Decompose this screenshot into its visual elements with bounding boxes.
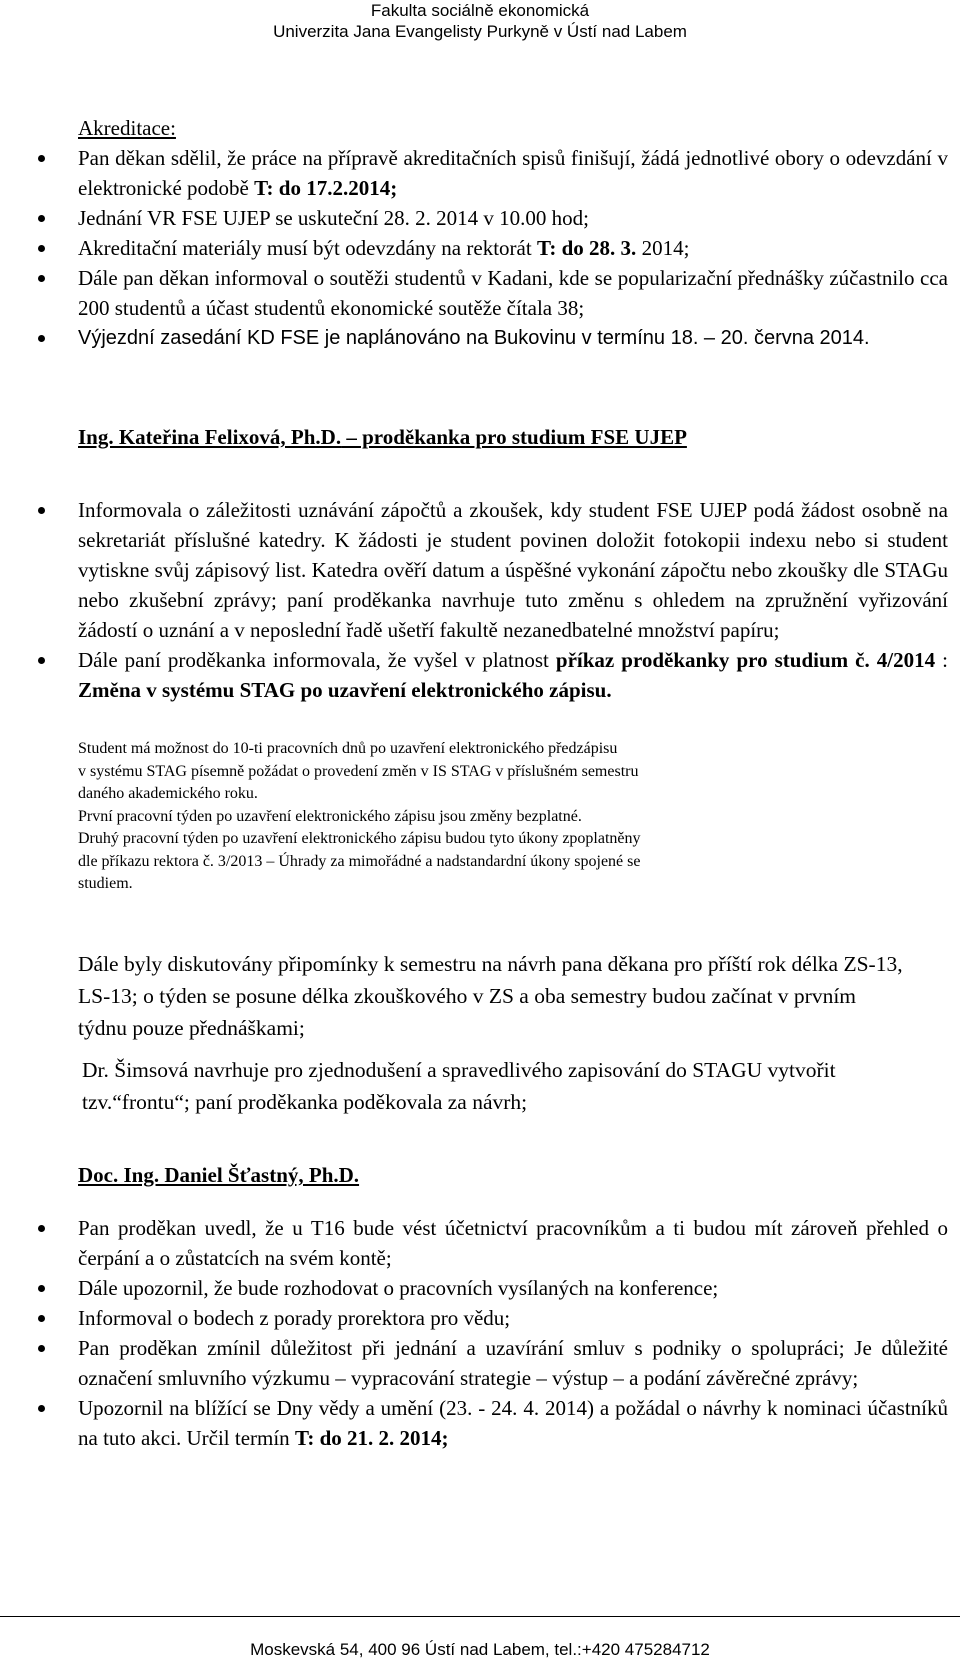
note-line: daného akademického roku. [78,785,258,802]
university-name: Univerzita Jana Evangelisty Purkyně v Ústí nad Labem [273,22,687,41]
note-line: dle příkazu rektora č. 3/2013 – Úhrady za mimořádné a nadstandardní úkony spojené se [78,852,641,870]
section-heading [78,1160,954,1190]
list-item: Dále pan děkan informoval o soutěži studentů v Kadani, kde se popularizační přednášky zúčastnilo cca 200 studentů a účast studentů ekonomické soutěže čítala 38; [0,263,954,323]
list-item: Jednání VR FSE UJEP se uskuteční 28. 2. 2014 v 10.00 hod; [0,203,954,233]
page-header [0,0,960,42]
footer-address: Moskevská 54, 400 96 Ústí nad Labem, tel.:+420 475284712 [250,1640,710,1659]
person-name: Doc. Ing. Daniel Šťastný, Ph.D. [78,1163,360,1187]
section-heading [78,113,954,143]
list-item: Upozornil na blížící se Dny vědy a umění (23. - 24. 4. 2014) a požádal o návrhy k nominaci účastníků na tuto akci. Určil termín T: do 21. 2. 2014; [0,1393,954,1453]
note-line: První pracovní týden po uzavření elektronického zápisu jsou změny bezplatné. [78,807,582,825]
person-name: Ing. Kateřina Felixová, Ph.D. [78,425,342,449]
stag-paragraph: Dr. Šimsová navrhuje pro zjednodušení a spravedlivého zapisování do STAGU vytvořit tzv.“frontu“; paní proděkanka poděkovala za návrh; [82,1058,836,1114]
semester-paragraph: Dále byly diskutovány připomínky k semestru na návrh pana děkana pro příští rok délka ZS-13, LS-13; o týden se posune délka zkouškového v ZS a oba semestry budou začínat v prvním týdnu pouze přednáškami; [78,952,903,1040]
accreditation-heading: Akreditace: [78,116,176,140]
note-line: Druhý pracovní týden po uzavření elektronického zápisu budou tyto úkony zpoplatněny [78,830,641,847]
studies-list [0,495,954,705]
finance-list [0,1213,954,1453]
list-item: Dále upozornil, že bude rozhodovat o pracovních vysílaných na konference; [0,1273,954,1303]
list-item: Informoval o bodech z porady prorektora pro vědu; [0,1303,954,1333]
page-footer [0,1616,960,1659]
list-item: Akreditační materiály musí být odevzdány na rektorát T: do 28. 3. 2014; [0,233,954,263]
note-line: Student má možnost do 10-ti pracovních dnů po uzavření elektronického předzápisu [78,740,618,757]
list-item: Pan proděkan uvedl, že u T16 bude vést účetnictví pracovníkům a ti budou mít zároveň přehled o čerpání a o zůstatcích na svém kontě; [0,1213,954,1273]
note-line: studiem. [78,875,133,892]
list-item: Výjezdní zasedání KD FSE je naplánováno na Bukovinu v termínu 18. – 20. června 2014. [0,323,954,353]
list-item: Dále paní proděkanka informovala, že vyšel v platnost příkaz proděkanky pro studium č. 4/2014 : Změna v systému STAG po uzavření elektronického zápisu. [0,645,954,705]
order-note [78,738,838,896]
faculty-name: Fakulta sociálně ekonomická [370,1,590,20]
accreditation-list [0,143,954,353]
list-item: Pan proděkan zmínil důležitost při jednání a uzavírání smluv s podniky o spolupráci; Je důležité označení smluvního výzkumu – vypracování strategie – výstup – a podání závěrečné zprávy; [0,1333,954,1393]
list-item: Pan děkan sdělil, že práce na přípravě akreditačních spisů finišují, žádá jednotlivé obory o odevzdání v elektronické podobě T: do 17.2.2014; [0,143,954,203]
note-line: v systému STAG písemně požádat o provedení změn v IS STAG v příslušném semestru [78,762,639,780]
person-role: – proděkanka pro studium FSE UJEP [341,425,687,449]
list-item: Informovala o záležitosti uznávání zápočtů a zkoušek, kdy student FSE UJEP podá žádost osobně na sekretariát příslušné katedry. K žádosti je student povinen doložit fotokopii indexu nebo si student vytiskne svůj zápisový list. Katedra ověří datum a úspěšné vykonání zápočtu nebo zkoušky dle STAGu nebo zkušební zprávy; paní proděkanka navrhuje tuto změnu s ohledem na zpružnění vyřizování žádostí o uznání a v neposlední řadě ušetří fakultě nezanedbatelné množství papíru; [0,495,954,645]
section-heading [78,422,954,452]
